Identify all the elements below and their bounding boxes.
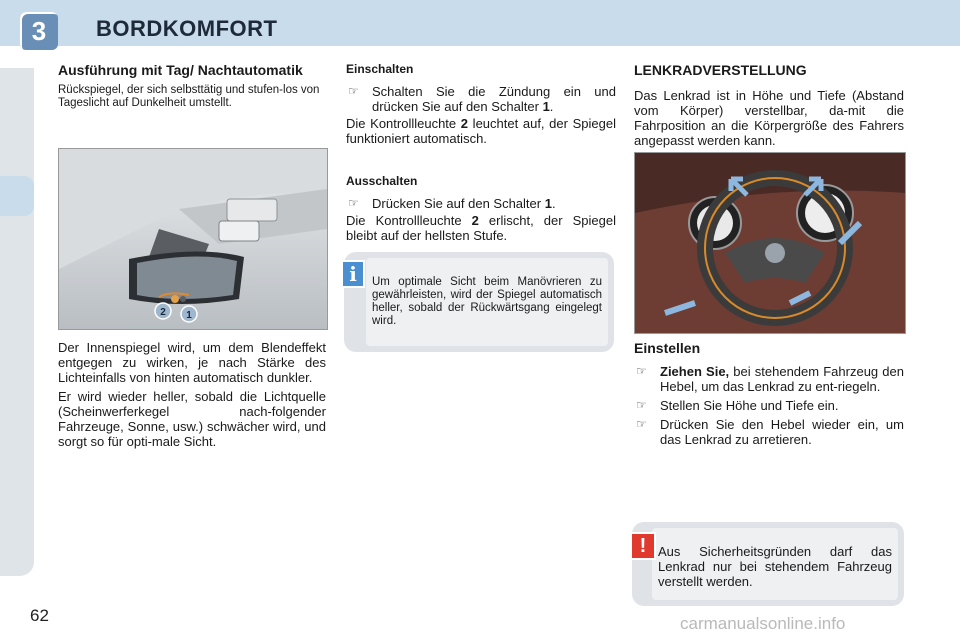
switch-section xyxy=(346,62,616,243)
list-item: ☞ Stellen Sie Höhe und Tiefe ein. xyxy=(636,398,839,413)
list-item: ☞ Schalten Sie die Zündung ein und drücken Sie auf den Schalter 1. xyxy=(348,84,616,114)
info-icon: i xyxy=(341,260,365,288)
info-box xyxy=(344,252,614,352)
list-item: ☞ Drücken Sie auf den Schalter 1. xyxy=(348,196,556,211)
pointing-hand-icon: ☞ xyxy=(636,364,647,378)
side-rail xyxy=(0,68,34,576)
warning-text: Aus Sicherheitsgründen darf das Lenkrad nur bei stehendem Fahrzeug verstellt werden. xyxy=(658,544,892,589)
section-intro: Rückspiegel, der sich selbsttätig und stufen-los von Tageslicht auf Dunkelheit umstellt. xyxy=(58,84,320,109)
section-heading: LENKRADVERSTELLUNG xyxy=(634,62,807,78)
callout-2: 2 xyxy=(160,307,166,318)
side-tab xyxy=(0,176,34,216)
callout-1: 1 xyxy=(186,310,192,321)
subheading-off: Ausschalten xyxy=(346,174,418,188)
page-number: 62 xyxy=(30,606,49,625)
paragraph: Der Innenspiegel wird, um dem Blendeffekt entgegen zu wirken, je nach Stärke des Lichteinfalls von hinten automatisch dunkler. xyxy=(58,340,326,385)
info-text: Um optimale Sicht beim Manövrieren zu gewährleisten, wird der Spiegel automatisch heller, sobald der Rückwärtsgang eingelegt wird. xyxy=(372,276,602,327)
page-title: BORDKOMFORT xyxy=(96,16,278,41)
section-heading: Ausführung mit Tag/ Nachtautomatik xyxy=(58,62,303,78)
pointing-hand-icon: ☞ xyxy=(636,417,647,431)
subheading-on: Einschalten xyxy=(346,62,414,76)
subheading-adjust: Einstellen xyxy=(634,340,701,356)
rear-mirror-photo xyxy=(58,148,328,330)
warning-box xyxy=(632,522,904,606)
paragraph: Die Kontrollleuchte 2 erlischt, der Spiegel bleibt auf der hellsten Stufe. xyxy=(346,213,617,243)
list-item: ☞ Ziehen Sie, bei stehendem Fahrzeug den Hebel, um das Lenkrad zu ent-riegeln. xyxy=(636,364,904,394)
pointing-hand-icon: ☞ xyxy=(348,196,359,210)
paragraph: Die Kontrollleuchte 2 leuchtet auf, der Spiegel funktioniert automatisch. xyxy=(346,116,616,146)
steering-wheel-photo xyxy=(634,152,906,334)
mirror-description xyxy=(58,340,326,449)
mirror-section xyxy=(58,62,326,110)
adjust-section xyxy=(634,340,904,447)
paragraph: Er wird wieder heller, sobald die Lichtquelle (Scheinwerferkegel nach-folgender Fahrzeuge, Sonne, usw.) schwächer wird, und sorgt so für opti-male Sicht. xyxy=(58,389,326,449)
steering-section xyxy=(634,62,904,148)
pointing-hand-icon: ☞ xyxy=(348,84,359,98)
warning-icon: ! xyxy=(630,532,656,560)
chapter-badge: 3 xyxy=(20,12,58,50)
watermark: carmanualsonline.info xyxy=(680,614,846,633)
pointing-hand-icon: ☞ xyxy=(636,398,647,412)
list-item: ☞ Drücken Sie den Hebel wieder ein, um das Lenkrad zu arretieren. xyxy=(636,417,904,447)
section-intro: Das Lenkrad ist in Höhe und Tiefe (Abstand vom Körper) verstellbar, da-mit die Fahrposition an die Körpergröße des Fahrers angepasst werden kann. xyxy=(634,88,904,148)
